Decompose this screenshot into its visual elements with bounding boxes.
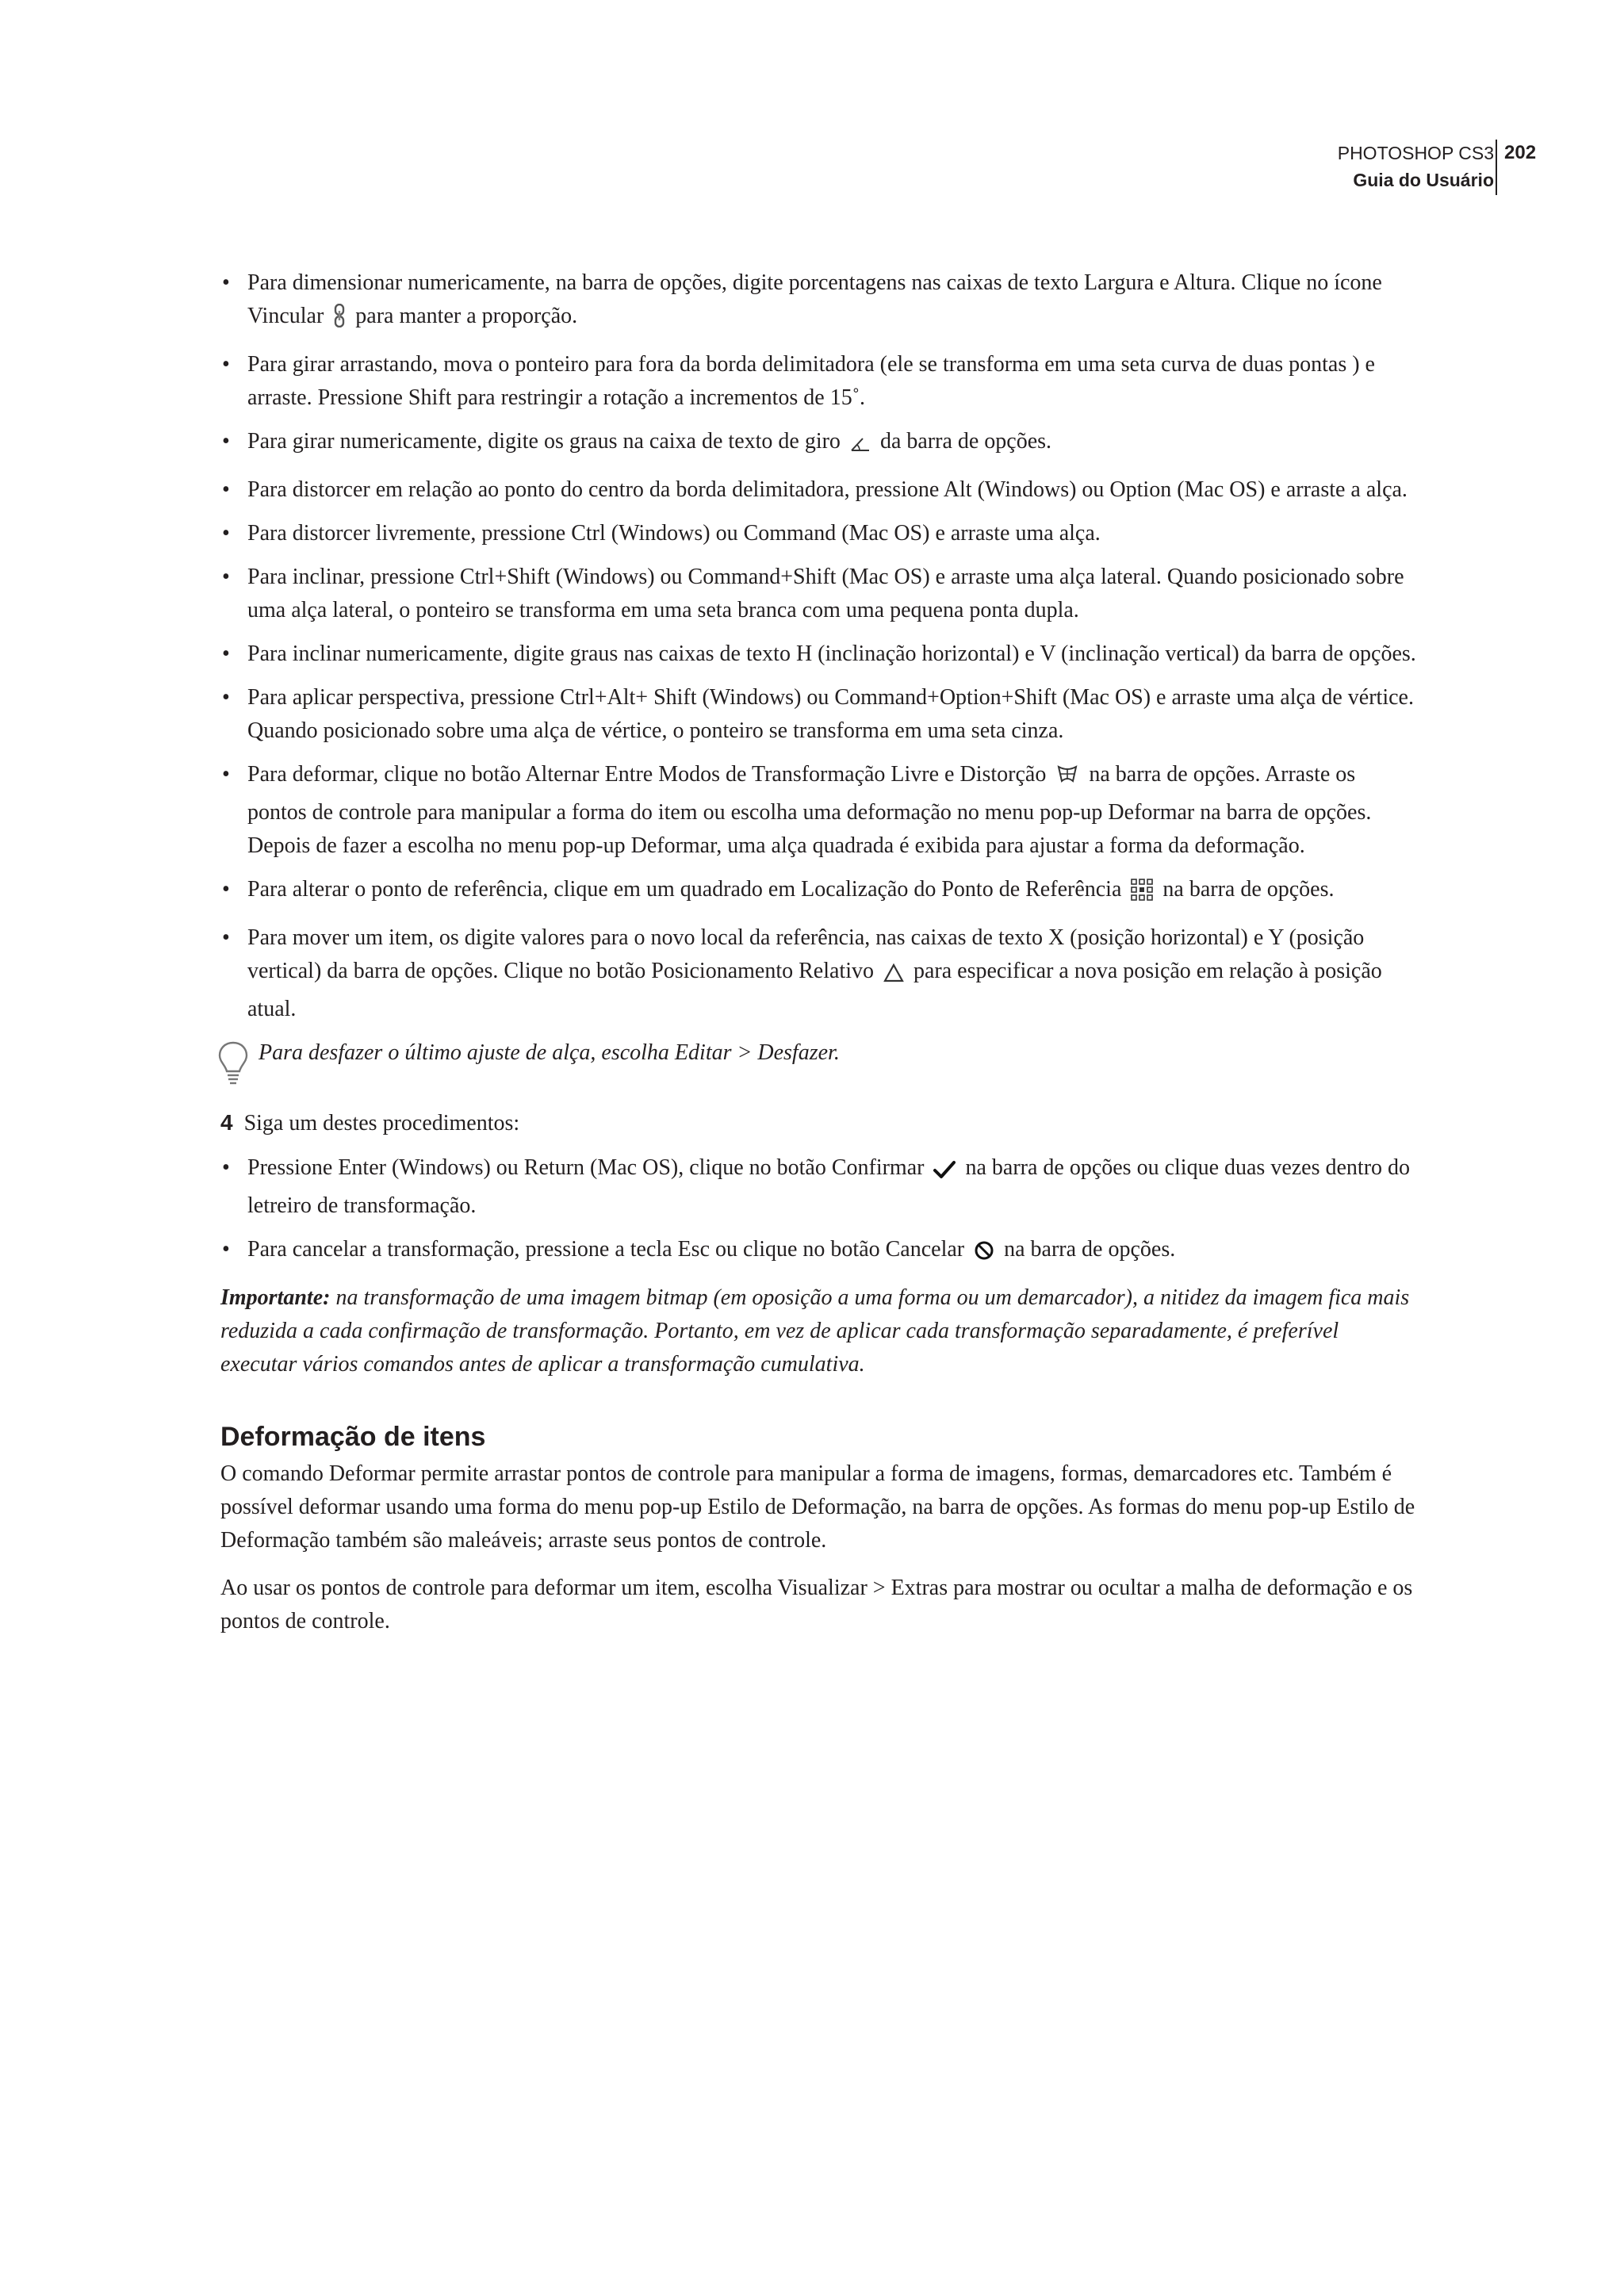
relative-positioning-icon — [883, 959, 904, 993]
reference-point-grid-icon — [1131, 878, 1153, 911]
important-label: Importante: — [220, 1285, 331, 1310]
warp-mode-icon — [1055, 762, 1079, 796]
list-item: • Para inclinar numericamente, digite graus nas caixas de texto H (inclinação horizontal) e V (inclinação vertical) da barra de opções. — [220, 638, 1418, 671]
list-item: • Para girar numericamente, digite os graus na caixa de texto de giro da barra de opções. — [220, 425, 1418, 463]
section-paragraph: Ao usar os pontos de controle para deformar um item, escolha Visualizar > Extras para mostrar ou ocultar a malha de deformação e os pontos de controle. — [220, 1576, 1413, 1633]
cancel-icon — [974, 1238, 994, 1271]
list-item: • Para alterar o ponto de referência, clique em um quadrado em Localização do Ponto de Referência na barra de opções. — [220, 873, 1418, 911]
commit-check-icon — [933, 1156, 956, 1189]
list-item: • Para distorcer livremente, pressione Ctrl (Windows) ou Command (Mac OS) e arraste uma alça. — [220, 517, 1418, 550]
step-text: Siga um destes procedimentos: — [243, 1111, 520, 1136]
guide-name: Guia do Usuário — [1353, 170, 1494, 190]
tip-note — [220, 1036, 1418, 1092]
list-item: • Para mover um item, os digite valores para o novo local da referência, nas caixas de texto X (posição horizontal) e Y (posição vertical) da barra de opções. Clique no botão Posicionamento Relativo para especificar a nova posição em relação à posição atual. — [220, 921, 1418, 1026]
transform-options-list — [220, 266, 1418, 1026]
page-body — [220, 266, 1418, 1653]
list-item: • Pressione Enter (Windows) ou Return (Mac OS), clique no botão Confirmar na barra de opções ou clique duas vezes dentro do letreiro de transformação. — [220, 1151, 1418, 1223]
important-note — [220, 1281, 1418, 1381]
link-icon — [333, 304, 346, 338]
section-heading: Deformação de itens — [220, 1422, 486, 1452]
tip-text: Para desfazer o último ajuste de alça, escolha Editar > Desfazer. — [259, 1040, 840, 1065]
step-4 — [220, 1106, 1418, 1140]
list-item: • Para cancelar a transformação, pressione a tecla Esc ou clique no botão Cancelar na barra de opções. — [220, 1233, 1418, 1271]
product-name: PHOTOSHOP CS3 — [1337, 143, 1494, 163]
page-header — [0, 140, 1624, 203]
list-item: • Para dimensionar numericamente, na barra de opções, digite porcentagens nas caixas de texto Largura e Altura. Clique no ícone Vincular para manter a proporção. — [220, 266, 1418, 338]
step-number: 4 — [220, 1110, 233, 1135]
section-paragraph: O comando Deformar permite arrastar pontos de controle para manipular a forma de imagens, formas, demarcadores etc. Também é possível deformar usando uma forma do menu pop-up Estilo de Deformação, na barra de opções. As formas do menu pop-up Estilo de Deformação também são maleáveis; arraste seus pontos de controle. — [220, 1461, 1415, 1553]
list-item: • Para aplicar perspectiva, pressione Ctrl+Alt+ Shift (Windows) ou Command+Option+Shift (Mac OS) e arraste uma alça de vértice. Quando posicionado sobre uma alça de vértice, o ponteiro se transforma em uma seta cinza. — [220, 681, 1418, 748]
page-number: 202 — [1504, 142, 1537, 163]
header-divider — [1496, 140, 1497, 195]
list-item: • Para distorcer em relação ao ponto do centro da borda delimitadora, pressione Alt (Windows) ou Option (Mac OS) e arraste a alça. — [220, 473, 1418, 507]
important-text: na transformação de uma imagem bitmap (em oposição a uma forma ou um demarcador), a nitidez da imagem fica mais reduzida a cada confirmação de transformação. Portanto, em vez de aplicar cada transformação separadamente, é preferível executar vários comandos antes de aplicar a transformação cumulativa. — [220, 1285, 1410, 1377]
list-item: • Para deformar, clique no botão Alternar Entre Modos de Transformação Livre e Distorção na barra de opções. Arraste os pontos de controle para manipular a forma do item ou escolha uma deformação no menu pop-up Deformar na barra de opções. Depois de fazer a escolha no menu pop-up Deformar, uma alça quadrada é exibida para ajustar a forma da deformação. — [220, 758, 1418, 863]
running-head — [1338, 140, 1494, 193]
commit-options-list — [220, 1151, 1418, 1271]
list-item: • Para girar arrastando, mova o ponteiro para fora da borda delimitadora (ele se transforma em uma seta curva de duas pontas ) e arraste. Pressione Shift para restringir a rotação a incrementos de 15˚. — [220, 348, 1418, 415]
list-item: • Para inclinar, pressione Ctrl+Shift (Windows) ou Command+Shift (Mac OS) e arraste uma alça lateral. Quando posicionado sobre uma alça lateral, o ponteiro se transforma em uma seta branca com uma pequena ponta dupla. — [220, 561, 1418, 627]
lightbulb-icon — [217, 1040, 249, 1097]
rotate-angle-icon — [850, 430, 871, 463]
